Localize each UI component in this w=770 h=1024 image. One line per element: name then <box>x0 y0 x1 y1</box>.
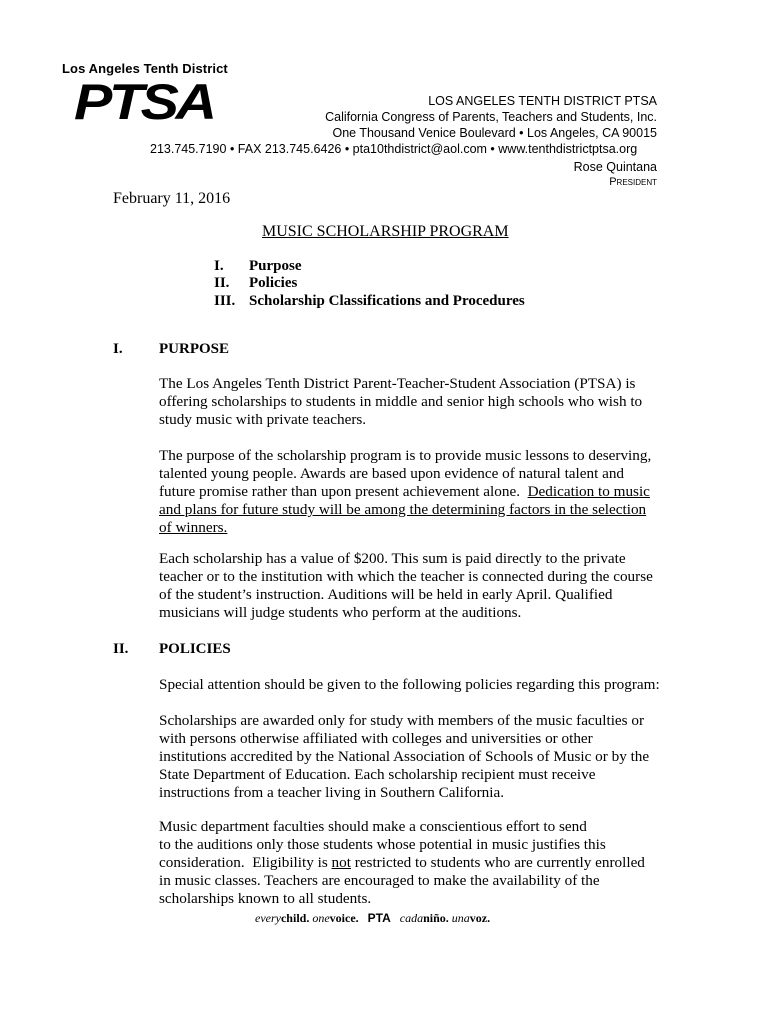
text-line: Scholarships are awarded only for study with members of the music faculties or <box>159 712 645 729</box>
purpose-paragraph-2 <box>159 447 669 537</box>
purpose-paragraph-3 <box>159 550 669 622</box>
slogan-word: voz. <box>469 911 491 925</box>
underlined-text: not <box>331 854 351 871</box>
org-name: LOS ANGELES TENTH DISTRICT PTSA <box>428 94 657 108</box>
section-heading-policies: POLICIES <box>159 641 231 657</box>
toc-number: I. <box>214 258 224 274</box>
underlined-text: of winners. <box>159 519 228 536</box>
text-line: offering scholarships to students in middle and senior high schools who wish to <box>159 393 643 410</box>
text-line: Music department faculties should make a conscientious effort to send <box>159 818 587 835</box>
text-line: talented young people. Awards are based upon evidence of natural talent and <box>159 465 625 482</box>
org-address: One Thousand Venice Boulevard • Los Angeles, CA 90015 <box>332 126 657 140</box>
toc-number: II. <box>214 275 230 291</box>
slogan-word: una <box>451 911 470 925</box>
footer-pta-mark: PTA <box>367 911 391 925</box>
text-line: Special attention should be given to the following policies regarding this program: <box>159 676 660 693</box>
section-heading-purpose: PURPOSE <box>159 341 230 357</box>
logo-district-name: Los Angeles Tenth District <box>62 61 228 76</box>
text-line: scholarships known to all students. <box>159 890 372 907</box>
text-line: Each scholarship has a value of $200. This sum is paid directly to the private <box>159 550 626 567</box>
text-line: The purpose of the scholarship program is to provide music lessons to deserving, <box>159 447 652 464</box>
section-number: II. <box>113 641 129 657</box>
text-line: teacher or to the institution with which the teacher is connected during the course <box>159 568 653 585</box>
text-line: to the auditions only those students whose potential in music justifies this <box>159 836 606 853</box>
slogan-word: child. <box>280 911 310 925</box>
toc-item-policies <box>214 275 297 292</box>
text-line <box>159 519 669 537</box>
footer-slogan <box>255 911 490 926</box>
text-line: with persons otherwise affiliated with colleges and universities or other <box>159 730 593 747</box>
text-line: The Los Angeles Tenth District Parent-Teacher-Student Association (PTSA) is <box>159 375 636 392</box>
document-date: February 11, 2016 <box>113 190 231 207</box>
purpose-paragraph-1 <box>159 375 669 429</box>
section-number: I. <box>113 341 123 357</box>
slogan-word: voice. <box>329 911 359 925</box>
toc-label: Purpose <box>249 258 302 274</box>
text-line: of the student’s instruction. Auditions will be held in early April. Qualified <box>159 586 613 603</box>
toc-item-purpose <box>214 258 302 275</box>
org-contact: 213.745.7190 • FAX 213.745.6426 • pta10thdistrict@aol.com • www.tenthdistrictptsa.org <box>150 142 638 156</box>
toc-number: III. <box>214 293 236 309</box>
policies-intro <box>159 676 669 694</box>
text-run: consideration. Eligibility is <box>159 854 332 871</box>
slogan-word: niño. <box>423 911 449 925</box>
ptsa-logo <box>74 74 214 130</box>
text-line: musicians will judge students who perform at the auditions. <box>159 604 522 621</box>
text-line: in music classes. Teachers are encouraged to make the availability of the <box>159 872 600 889</box>
text-run: future promise rather than upon present achievement alone. <box>159 483 528 500</box>
slogan-word: one <box>312 911 330 925</box>
policies-paragraph-1 <box>159 712 669 802</box>
policies-paragraph-2 <box>159 818 669 908</box>
toc-label: Policies <box>249 275 298 291</box>
president-name: Rose Quintana <box>573 160 657 174</box>
toc-label: Scholarship Classifications and Procedures <box>249 293 525 309</box>
text-line: instructions from a teacher living in Southern California. <box>159 784 505 801</box>
underlined-text: Dedication to music <box>527 483 650 500</box>
ptsa-wordmark: PTSA <box>74 74 214 130</box>
text-run: restricted to students who are currently enrolled <box>350 854 645 871</box>
slogan-word: every <box>255 911 281 925</box>
underlined-text: and plans for future study will be among the determining factors in the selection <box>159 501 647 518</box>
text-line: institutions accredited by the National Association of Schools of Music or by the <box>159 748 650 765</box>
org-full-name: California Congress of Parents, Teachers and Students, Inc. <box>325 110 657 124</box>
text-line <box>159 854 669 872</box>
document-title: MUSIC SCHOLARSHIP PROGRAM <box>262 223 509 240</box>
slogan-word: cada <box>399 911 424 925</box>
text-line: State Department of Education. Each scholarship recipient must receive <box>159 766 596 783</box>
president-title: President <box>609 176 657 188</box>
text-line <box>159 483 669 501</box>
toc-item-classifications <box>214 293 525 310</box>
text-line: study music with private teachers. <box>159 411 367 428</box>
